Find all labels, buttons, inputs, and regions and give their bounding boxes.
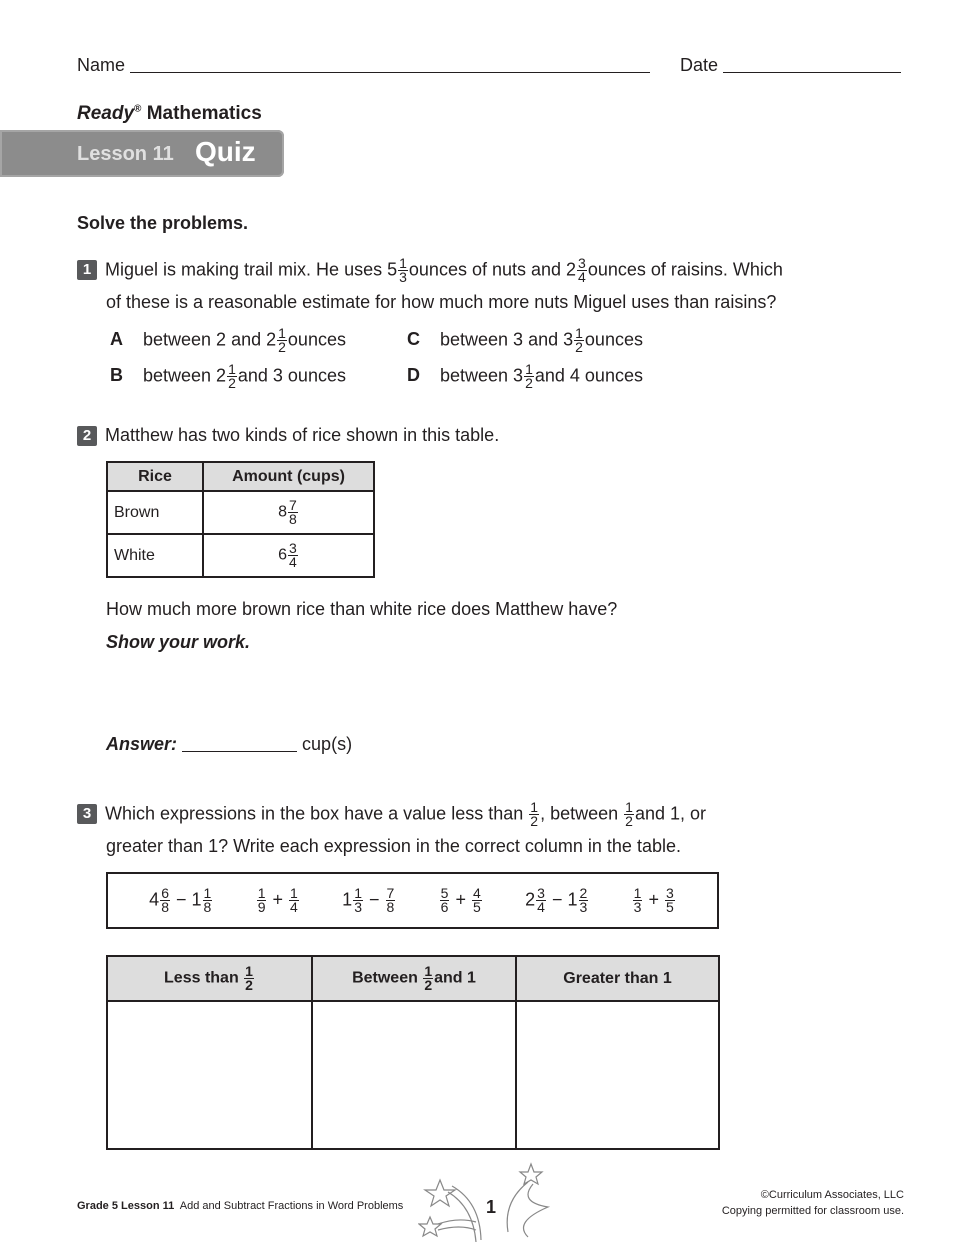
question-number-badge: 2 <box>77 426 97 446</box>
name-label: Name <box>77 55 126 75</box>
question-number-badge: 1 <box>77 260 97 280</box>
footer-copyright: ©Curriculum Associates, LLC Copying permitted for classroom use. <box>721 1189 904 1217</box>
column-header-between: Between $\frac{1}{2}$ and 1 <box>312 956 516 1001</box>
q2-text: 2 Matthew has two kinds of rice shown in this table. <box>77 425 499 446</box>
expression-1: 4 $\frac{6}{8}$ − 1 $\frac{1}{8}$ <box>149 885 212 915</box>
column-header-greater: Greater than 1 <box>516 956 719 1001</box>
expression-6: $\frac{1}{3}$ + $\frac{3}{5}$ <box>633 885 674 915</box>
answer-line[interactable]: Answer: cup(s) <box>106 734 353 754</box>
q1-line2: of these is a reasonable estimate for how much more nuts Miguel uses than raisins? <box>106 292 777 312</box>
q3-line2: greater than 1? Write each expression in the correct column in the table. <box>106 836 681 856</box>
expression-4: $\frac{5}{6}$ + $\frac{4}{5}$ <box>440 885 481 915</box>
footer-lesson: Grade 5 Lesson 11 Add and Subtract Fractions in Word Problems <box>77 1200 404 1212</box>
column-header: Amount (cups) <box>203 462 374 491</box>
option-a: A between 2 and 2 $\frac{1}{2}$ ounces <box>110 325 346 355</box>
q2-question: How much more brown rice than white rice does Matthew have? <box>106 599 618 619</box>
question-number-badge: 3 <box>77 804 97 824</box>
expression-3: 1 $\frac{1}{3}$ − $\frac{7}{8}$ <box>342 885 395 915</box>
q1-line1: 1 Miguel is making trail mix. He uses 5 $\frac{1}{3}$ ounces of nuts and 2 $\frac{3}{4}$ ounces of raisins. Which <box>77 257 783 284</box>
date-label: Date <box>680 55 719 75</box>
answer-table <box>106 955 720 1150</box>
option-d: D between 3 $\frac{1}{2}$ and 4 ounces <box>407 361 643 391</box>
option-b: B between 2 $\frac{1}{2}$ and 3 ounces <box>110 361 346 391</box>
series-title: Ready® Mathematics <box>77 103 262 124</box>
expression-box <box>106 872 719 929</box>
date-field[interactable] <box>680 55 901 76</box>
quiz-label: Quiz <box>195 136 256 167</box>
answer-cell-between[interactable] <box>312 1001 516 1149</box>
instructions: Solve the problems. <box>77 213 249 233</box>
table-row: White 6 $\frac{3}{4}$ <box>107 534 374 577</box>
page-number: 1 <box>486 1197 497 1217</box>
table-row: Brown 8 $\frac{7}{8}$ <box>107 491 374 534</box>
lesson-label: Lesson 11 <box>77 143 174 165</box>
answer-cell-less[interactable] <box>107 1001 312 1149</box>
show-work-label: Show your work. <box>106 632 251 652</box>
column-header: Rice <box>107 462 203 491</box>
answer-cell-greater[interactable] <box>516 1001 719 1149</box>
expression-2: $\frac{1}{9}$ + $\frac{1}{4}$ <box>257 885 298 915</box>
name-field[interactable] <box>77 55 650 76</box>
expression-5: 2 $\frac{3}{4}$ − 1 $\frac{2}{3}$ <box>525 885 588 915</box>
rice-table <box>106 461 375 578</box>
q3-line1: 3 Which expressions in the box have a value less than $\frac{1}{2}$ , between $\frac{1}{2}$ and 1, or <box>77 801 706 828</box>
lesson-banner <box>0 130 284 177</box>
column-header-less: Less than $\frac{1}{2}$ <box>107 956 312 1001</box>
option-c: C between 3 and 3 $\frac{1}{2}$ ounces <box>407 325 643 355</box>
